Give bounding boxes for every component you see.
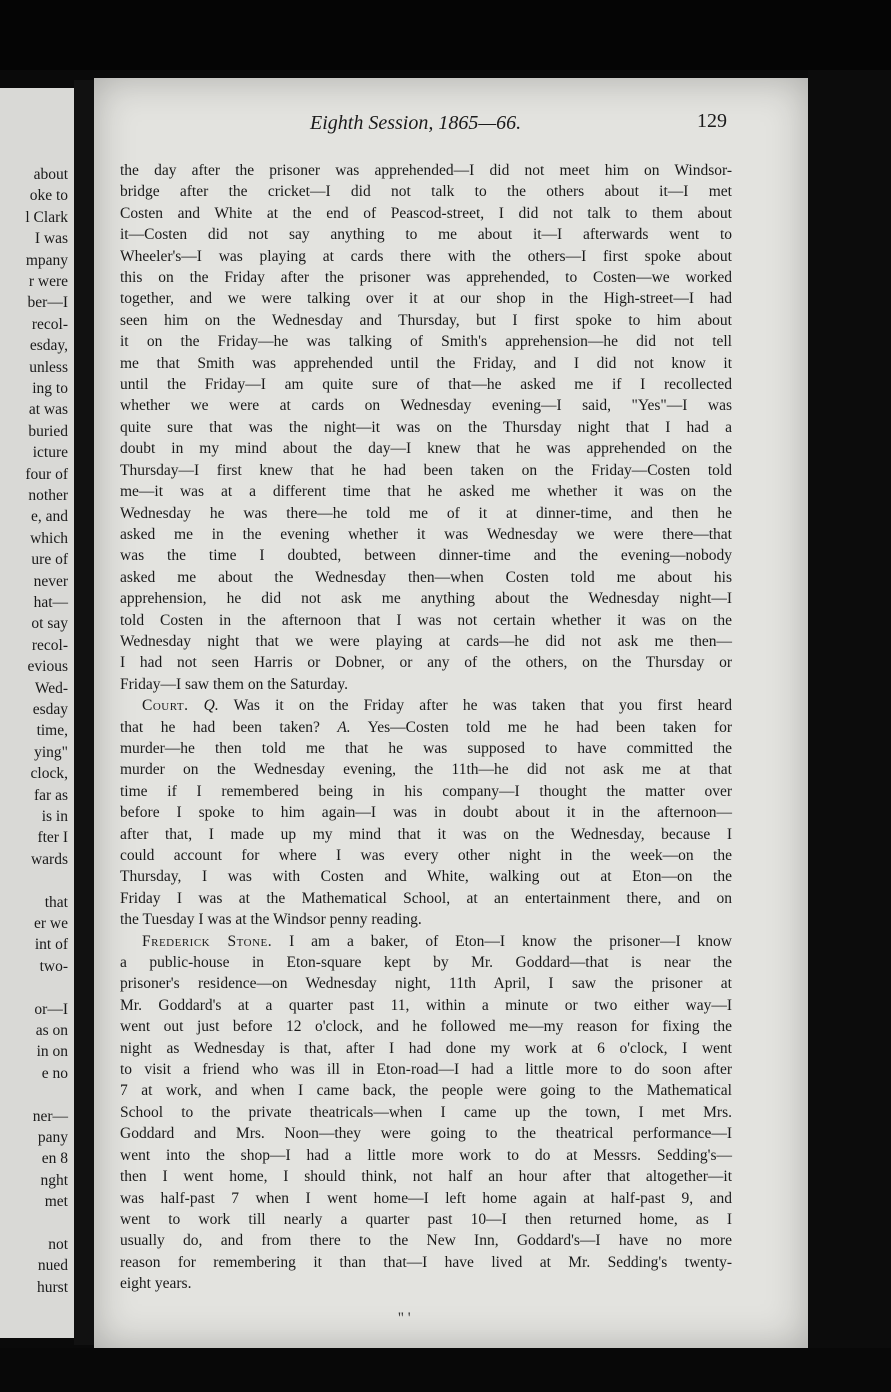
facing-page-text: never (33, 572, 68, 590)
facing-page-text: e, and (30, 508, 68, 526)
text-line: Wheeler's—I was playing at cards there with the others—I first spoke about (120, 247, 732, 265)
scan-border-bottom (0, 1348, 891, 1392)
text-line: prisoner's residence—on Wednesday night, 11th April, I saw the prisoner at (120, 975, 732, 993)
text-line: went to work till nearly a quarter past 10—I then returned home, as I (120, 1210, 732, 1228)
page-number: 129 (697, 110, 727, 132)
facing-page-text: ner— (32, 1107, 68, 1125)
facing-page-text: evious (27, 658, 68, 676)
facing-page-text: buried (28, 422, 68, 440)
speaker-court: Court. (142, 697, 189, 715)
facing-page-text: at was (28, 401, 68, 419)
footer-marks: '' ' (398, 1310, 411, 1327)
court-para-second-pre: that he had been taken? (120, 718, 320, 736)
facing-page-text: hurst (37, 1278, 68, 1296)
stone-para-body (120, 952, 732, 1295)
text-line: went into the shop—I had a little more work to do at Messrs. Sedding's— (120, 1146, 732, 1164)
facing-page-text: clock, (30, 765, 68, 783)
text-line: I had not seen Harris or Dobner, or any of the others, on the Thursday or (120, 654, 732, 672)
text-line: asked me in the evening whether it was Wednesday we were there—that (120, 525, 732, 543)
text-line: seen him on the Wednesday and Thursday, but I first spoke to him about (120, 311, 732, 329)
facing-page-text: hat— (33, 594, 68, 611)
testimony-continuation (120, 160, 732, 695)
facing-page-text: en 8 (41, 1150, 68, 1168)
facing-page-text: recol- (31, 315, 68, 333)
text-line: before I spoke to him again—I was in doubt about it in the afternoon— (120, 804, 732, 822)
court-para-second-post: Yes—Costen told me he had been taken for (367, 718, 732, 736)
facing-page-text: l Clark (25, 208, 68, 226)
text-line: Mr. Goddard's at a quarter past 11, within a minute or two either way—I (120, 996, 732, 1014)
text-line: was half-past 7 when I went home—I left home again at half-past 9, and (120, 1189, 732, 1207)
text-line: this on the Friday after the prisoner was apprehended, to Costen—we worked (120, 269, 732, 287)
text-line: apprehension, he did not ask me anything about the Wednesday night—I (120, 590, 732, 608)
answer-marker: A. (337, 718, 351, 736)
text-line: doubt in my mind about the day—I knew that he was apprehended on the (120, 440, 732, 458)
text-line: usually do, and from there to the New Inn, Goddard's—I have no more (120, 1232, 732, 1250)
text-line: could account for where I was every other night in the week—on the (120, 847, 732, 864)
facing-page-text: or—I (34, 1000, 68, 1018)
text-line: Wednesday he was there—he told me of it at dinner-time, and then he (120, 504, 732, 522)
text-line: quite sure that was the night—it was on the Thursday night that I had a (120, 418, 732, 436)
text-line: the Tuesday I was at the Windsor penny reading. (120, 911, 422, 929)
facing-page-text: Wed- (34, 679, 68, 697)
text-line: murder on the Wednesday evening, the 11th—he did not ask me at that (120, 761, 732, 779)
court-para-line (120, 695, 732, 716)
facing-page-text: which (30, 529, 68, 547)
stone-para-line (120, 931, 732, 952)
text-line: until the Friday—I am quite sure of that—he asked me if I recollected (120, 376, 732, 394)
facing-page-text: esday (32, 701, 68, 718)
facing-page-text: recol- (31, 636, 68, 654)
text-line: Thursday—I first knew that he had been taken on the Friday—Costen told (120, 461, 732, 479)
text-line: bridge after the cricket—I did not talk to the others about it—I met (120, 183, 732, 201)
text-line: reason for remembering it than that—I have lived at Mr. Sedding's twenty- (120, 1253, 732, 1271)
text-line: went out just before 12 o'clock, and he followed me—my reason for fixing the (120, 1018, 732, 1036)
text-line: Costen and White at the end of Peascod-street, I did not talk to them about (120, 204, 732, 222)
speaker-stone: Frederick Stone. (142, 932, 273, 950)
facing-page-text: is in (41, 808, 68, 825)
text-line: School to the private theatricals—when I came up the town, I met Mrs. (120, 1103, 732, 1121)
facing-page-text: pany (37, 1129, 68, 1146)
facing-page-text: mpany (25, 251, 68, 269)
text-line: to visit a friend who was ill in Eton-road—I had a little more to do soon after (120, 1061, 732, 1079)
text-line: then I went home, I should think, not half an hour after that altogether—it (120, 1168, 732, 1186)
text-line: night as Wednesday is that, after I had done my work at 6 o'clock, I went (120, 1039, 732, 1057)
text-line: the day after the prisoner was apprehended—I did not meet him on Windsor- (120, 162, 732, 179)
facing-page-text: r were (28, 273, 68, 290)
facing-page-text: far as (34, 786, 68, 804)
text-line: Friday I was at the Mathematical School, at an entertainment there, and on (120, 889, 732, 907)
facing-page-text: wards (30, 850, 68, 868)
scan-border-right (808, 70, 891, 1392)
text-line: asked me about the Wednesday then—when Costen told me about his (120, 568, 732, 586)
question-marker: Q. (203, 697, 219, 715)
facing-page-text: four of (25, 465, 68, 483)
facing-page-text: er we (34, 915, 68, 932)
text-line: me—it was at a different time that he asked me whether it was on the (120, 483, 732, 501)
facing-page-text: I was (34, 230, 68, 248)
book-gutter (74, 80, 94, 1345)
scan-border-top (0, 0, 891, 70)
facing-page-text: oke to (29, 187, 68, 205)
text-line: after that, I made up my mind that it was on the Wednesday, because I (120, 825, 732, 843)
text-line: 7 at work, and when I came back, the people were going to the Mathematical (120, 1082, 732, 1100)
facing-page-text: ing to (32, 380, 68, 397)
facing-page-text: esday, (29, 337, 68, 355)
running-header-title: Eighth Session, 1865—66. (310, 112, 522, 134)
court-para-body (120, 738, 732, 931)
facing-page-text: in on (36, 1043, 68, 1061)
facing-page-text: ot say (31, 615, 68, 633)
text-line: told Costen in the afternoon that I was not certain whether it was on the (120, 611, 732, 629)
facing-page-text: two- (39, 957, 68, 975)
text-line: murder—he then told me that he was supposed to have committed the (120, 739, 732, 757)
text-line: eight years. (120, 1275, 192, 1293)
text-line: whether we were at cards on Wednesday evening—I said, "Yes"—I was (120, 397, 732, 415)
facing-page-text: ure of (31, 551, 68, 569)
text-line: together, and we were talking over it at our shop in the High-street—I had (120, 290, 732, 308)
court-para-line (120, 717, 732, 738)
facing-page-text: nother (28, 487, 68, 504)
text-line: Wednesday night that we were playing at cards—he did not ask me then— (120, 632, 732, 650)
page-body (120, 160, 732, 1295)
facing-page-fragment (0, 88, 74, 1338)
text-line: it on the Friday—he was talking of Smith's apprehension—he did not tell (120, 333, 732, 351)
facing-page-text: ber—I (27, 294, 68, 312)
text-line: a public-house in Eton-square kept by Mr. Goddard—that is near the (120, 954, 732, 972)
text-line: was the time I doubted, between dinner-time and the evening—nobody (120, 547, 732, 565)
facing-page-text: as on (35, 1022, 68, 1039)
text-line: Friday—I saw them on the Saturday. (120, 675, 349, 693)
text-line: Thursday, I was with Costen and White, walking out at Eton—on the (120, 868, 732, 886)
facing-page-text: int of (34, 936, 68, 954)
facing-page-text: not (48, 1236, 68, 1253)
facing-page-text: met (44, 1193, 68, 1211)
facing-page-text: that (44, 893, 68, 911)
facing-page-text: e no (41, 1064, 68, 1082)
facing-page-text: nued (37, 1257, 68, 1275)
text-line: it—Costen did not say anything to me about it—I afterwards went to (120, 226, 732, 244)
facing-page-text: time, (36, 722, 68, 740)
facing-page-text: fter I (37, 829, 68, 847)
stone-para-first: I am a baker, of Eton—I know the prisoner—I know (289, 932, 732, 950)
text-line: Goddard and Mrs. Noon—they were going to the theatrical performance—I (120, 1125, 732, 1143)
facing-page-text: unless (29, 358, 68, 376)
facing-page-text: icture (32, 444, 68, 462)
facing-page-text: ying" (34, 743, 68, 761)
text-line: me that Smith was apprehended until the Friday, and I did not know it (120, 354, 732, 372)
facing-page-text: nght (40, 1171, 68, 1189)
text-line: time if I remembered being in his company—I thought the matter over (120, 782, 732, 800)
facing-page-text: about (33, 166, 68, 183)
court-para-first: Was it on the Friday after he was taken that you first heard (233, 697, 732, 715)
